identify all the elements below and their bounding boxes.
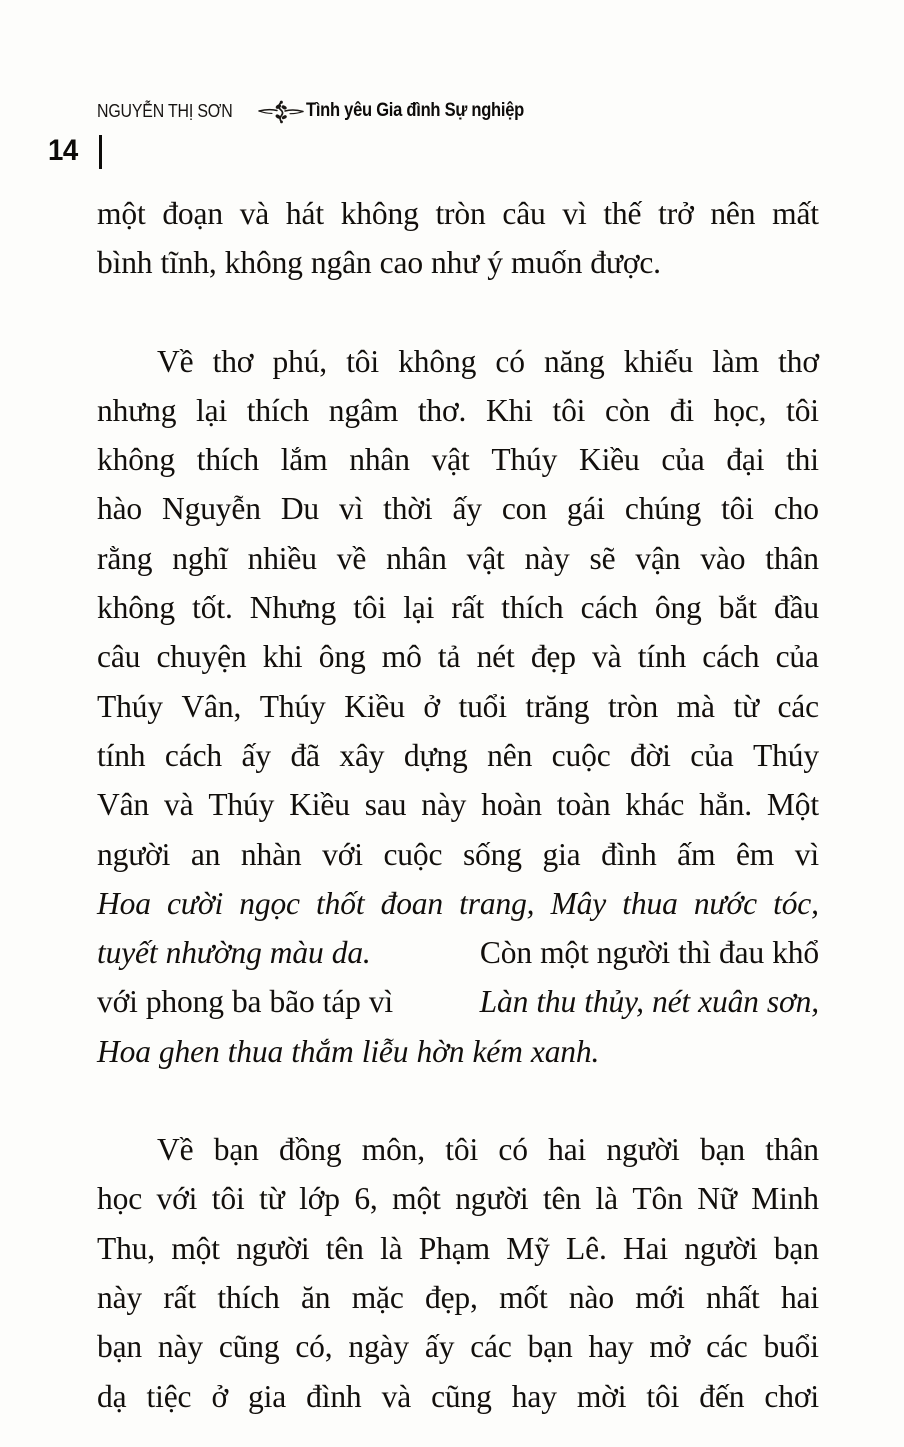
word: học (97, 1181, 143, 1217)
word: đồng (279, 1132, 342, 1168)
word: cũng (218, 1329, 280, 1365)
word: của (775, 639, 819, 675)
word: cách (702, 639, 760, 675)
word: và (239, 196, 270, 231)
word: chúng (624, 491, 702, 527)
word: Nữ (697, 1181, 737, 1217)
word: bạn (699, 1132, 745, 1168)
word: Tôn (632, 1181, 683, 1217)
word: các (706, 1329, 748, 1365)
text-line-indented (97, 337, 819, 386)
word: một (171, 1230, 220, 1266)
word: Về (157, 1132, 194, 1168)
word: tôi (552, 392, 586, 428)
word: phú, (272, 343, 328, 379)
word: khiếu (623, 343, 694, 379)
word: hay (511, 1378, 557, 1414)
word: là (595, 1181, 618, 1217)
word: Thu, (97, 1230, 156, 1266)
word: tôi (721, 491, 754, 527)
word: Một (766, 787, 819, 823)
word: Thúy (753, 737, 819, 773)
word: thân (765, 540, 819, 576)
text-line (97, 435, 819, 484)
word: sau (364, 787, 407, 823)
body-text-block (97, 189, 819, 1421)
word: hát (285, 196, 324, 231)
text-line (97, 1273, 819, 1322)
word: Mỹ (506, 1230, 550, 1266)
word: cách (580, 590, 638, 626)
word: ấy (241, 737, 271, 773)
text-line: bình tĩnh, không ngân cao như ý muốn được. (97, 245, 661, 281)
word: đầu (773, 590, 819, 626)
word: nhân (349, 442, 410, 478)
word: xây (339, 737, 385, 773)
running-head (97, 98, 556, 124)
word: nét (476, 639, 515, 675)
word: có (495, 343, 525, 379)
word: tên (325, 1230, 364, 1266)
word: hào (97, 491, 143, 527)
word: mất (772, 196, 819, 231)
word: đoạn (162, 196, 223, 231)
word: bắt (718, 590, 757, 626)
word: Hai (622, 1230, 668, 1266)
word: về (336, 540, 367, 576)
page-number: 14 (48, 134, 78, 167)
word: buổi (763, 1329, 819, 1365)
word: ngày (348, 1329, 409, 1365)
word: vật (431, 442, 470, 478)
word: câu (502, 196, 546, 231)
word: từ (259, 1181, 285, 1217)
line-text-quote-part: tuyết nhường màu da. (97, 935, 371, 971)
word: đình (601, 836, 657, 872)
word: mới (635, 1279, 685, 1315)
word: mặc (351, 1279, 404, 1315)
word: gia (542, 836, 581, 872)
text-line-quote: Hoa ghen thua thắm liễu hờn kém xanh. (97, 1033, 600, 1069)
word: thích (196, 442, 259, 478)
text-line (97, 534, 819, 583)
word: tính (637, 639, 687, 675)
word: vận (635, 540, 681, 576)
word: không (340, 196, 419, 231)
word: nhưng (97, 392, 177, 428)
word: lớp (299, 1181, 340, 1217)
word: mà (676, 688, 715, 724)
word: cuộc (551, 737, 611, 773)
word: sẽ (589, 540, 616, 576)
word: làm (712, 343, 759, 379)
page-folio (48, 130, 102, 172)
paragraph-2 (97, 337, 819, 1076)
word: lắm (280, 442, 328, 478)
word: 6, (354, 1181, 378, 1217)
word: tả (437, 639, 461, 675)
word: năng (543, 343, 605, 379)
word: tôi (646, 1378, 680, 1414)
word: Kiều (344, 688, 405, 724)
word: tôi (211, 1181, 245, 1217)
word: từ (733, 688, 759, 724)
word: dạ (97, 1378, 127, 1414)
text-line (97, 189, 819, 238)
word: tôi (346, 343, 380, 379)
word: nên (710, 196, 756, 231)
word: Nguyễn (162, 491, 261, 527)
word: Kiều (578, 442, 640, 478)
word: ông (654, 590, 702, 626)
word: tôi (445, 1132, 479, 1168)
word: cách (164, 737, 222, 773)
word: chơi (764, 1378, 819, 1414)
paragraph-3 (97, 1125, 819, 1421)
word: của (661, 442, 705, 478)
word: cho (773, 491, 819, 527)
word: hẳn. (699, 787, 752, 823)
running-head-author: NGUYỄN THỊ SƠN (97, 100, 233, 121)
word: Về (157, 343, 194, 379)
word: còn (605, 392, 651, 428)
text-line (97, 977, 819, 1026)
word: rất (163, 1279, 197, 1315)
word: tôi (786, 392, 819, 428)
word: Khi (485, 392, 533, 428)
word: thốt (316, 885, 365, 921)
word: một (392, 1181, 441, 1217)
word: thích (501, 590, 564, 626)
word: nào (568, 1279, 614, 1315)
text-line (97, 682, 819, 731)
word: đi (669, 392, 694, 428)
word: người (684, 1230, 758, 1266)
word: không (97, 590, 176, 626)
word: ăn (300, 1279, 331, 1315)
word: người (97, 836, 171, 872)
word: người (455, 1181, 529, 1217)
word: có (498, 1132, 528, 1168)
line-text-part: với phong ba bão táp vì (97, 984, 402, 1020)
word: vì (794, 836, 819, 872)
word: Mây (550, 885, 607, 921)
word: tôi (353, 590, 387, 626)
word: đến (699, 1378, 745, 1414)
paragraph-1 (97, 189, 819, 288)
word: cũng (431, 1378, 492, 1414)
word: ở (423, 688, 440, 724)
word: Vân, (181, 688, 242, 724)
word: mời (576, 1378, 627, 1414)
word: tóc, (773, 885, 819, 921)
word: tốt. (192, 590, 233, 626)
word: mốt (499, 1279, 548, 1315)
text-line (97, 928, 819, 977)
word: Thúy (259, 688, 326, 724)
word: an (190, 836, 221, 872)
word: lại (403, 590, 435, 626)
text-line (97, 1372, 819, 1421)
word: Lê. (566, 1230, 607, 1266)
line-text-quote-part: Làn thu thủy, nét xuân sơn, (479, 984, 819, 1020)
text-line-quote (97, 879, 819, 928)
word: vì (562, 196, 587, 231)
word: đại (726, 442, 765, 478)
word: lại (196, 392, 228, 428)
word: vào (700, 540, 746, 576)
running-head-title: Tình yêu Gia đình Sự nghiệp (305, 100, 524, 121)
word: câu (97, 639, 141, 675)
word: gia (248, 1378, 287, 1414)
word: khác (625, 787, 685, 823)
text-line (97, 484, 819, 533)
word: hoàn (481, 787, 542, 823)
text-line (97, 731, 819, 780)
word: đã (290, 737, 320, 773)
word: vật (466, 540, 505, 576)
word: vì (338, 491, 364, 527)
word: chuyện (156, 639, 247, 675)
word: ấy (424, 1329, 455, 1365)
word: dựng (403, 737, 468, 773)
word: nghĩ (172, 540, 228, 576)
word: khi (262, 639, 303, 675)
word: tên (542, 1181, 581, 1217)
word: tiệc (146, 1378, 192, 1414)
word: của (690, 737, 734, 773)
word: Minh (751, 1181, 819, 1217)
word: và (592, 639, 622, 675)
word: bạn (527, 1329, 573, 1365)
word: một (97, 196, 146, 231)
word: nhiều (247, 540, 317, 576)
word: với (322, 836, 363, 872)
text-line (97, 632, 819, 681)
word: ngọc (239, 885, 300, 921)
word: thân (765, 1132, 819, 1168)
word: môn, (361, 1132, 425, 1168)
word: trăng (525, 688, 590, 724)
line-text-part: Còn một người thì đau khổ (471, 935, 819, 971)
word: đời (630, 737, 671, 773)
word: nên (487, 737, 533, 773)
text-line (97, 386, 819, 435)
word: tính (97, 737, 146, 773)
word: các (777, 688, 819, 724)
word: rất (451, 590, 485, 626)
word: Vân (97, 787, 150, 823)
word: ấm (677, 836, 716, 872)
word: Du (280, 491, 320, 527)
word: này (421, 787, 467, 823)
word: bạn (213, 1132, 259, 1168)
word: gái (566, 491, 605, 527)
text-line (97, 1224, 819, 1273)
word: thích (246, 392, 310, 428)
word: đoan (380, 885, 444, 921)
text-line (97, 583, 819, 632)
word: bạn (773, 1230, 819, 1266)
text-line-indented (97, 1125, 819, 1174)
word: Kiều (289, 787, 350, 823)
word: thích (217, 1279, 280, 1315)
word: êm (735, 836, 775, 872)
word: học, (713, 392, 767, 428)
word: rằng (97, 540, 153, 576)
word: và (163, 787, 194, 823)
word: người (606, 1132, 680, 1168)
word: này (97, 1279, 143, 1315)
word: là (380, 1230, 403, 1266)
floral-flourish-ornament (258, 100, 304, 124)
word: hay (588, 1329, 634, 1365)
word: nước (693, 885, 757, 921)
word: trở (658, 196, 694, 231)
word: ông (318, 639, 366, 675)
word: Nhưng (249, 590, 337, 626)
text-line (97, 1174, 819, 1223)
word: nhất (706, 1279, 760, 1315)
word: này (157, 1329, 203, 1365)
word: Thúy (491, 442, 558, 478)
text-line (97, 830, 819, 879)
word: mở (649, 1329, 691, 1365)
word: có, (295, 1329, 333, 1365)
word: không (398, 343, 477, 379)
word: không (97, 442, 176, 478)
word: cười (166, 885, 224, 921)
word: thơ. (417, 392, 467, 428)
word: con (501, 491, 547, 527)
word: thi (786, 442, 819, 478)
word: người (236, 1230, 310, 1266)
word: Phạm (418, 1230, 490, 1266)
word: ấy (452, 491, 482, 527)
word: ở (211, 1378, 228, 1414)
word: đình (306, 1378, 362, 1414)
word: và (381, 1378, 412, 1414)
word: hai (548, 1132, 587, 1168)
word: trang, (459, 885, 535, 921)
word: tuổi (458, 688, 507, 724)
word: đẹp, (425, 1279, 478, 1315)
word: thua (622, 885, 678, 921)
word: thơ (212, 343, 254, 379)
word: tròn (435, 196, 486, 231)
word: đẹp (530, 639, 576, 675)
word: với (156, 1181, 198, 1217)
word: bạn (97, 1329, 143, 1365)
word: thế (603, 196, 642, 231)
word: Hoa (97, 885, 151, 921)
word: cuộc (383, 836, 443, 872)
word: nhàn (240, 836, 302, 872)
text-line (97, 1322, 819, 1371)
word: hai (780, 1279, 819, 1315)
word: mô (381, 639, 422, 675)
word: thời (383, 491, 433, 527)
word: Thúy (208, 787, 275, 823)
word: thơ (778, 343, 819, 379)
word: toàn (556, 787, 611, 823)
text-line (97, 780, 819, 829)
word: sống (462, 836, 522, 872)
folio-rule-divider (99, 135, 102, 169)
word: nhân (386, 540, 447, 576)
word: tròn (607, 688, 659, 724)
word: Thúy (97, 688, 163, 724)
word: các (470, 1329, 512, 1365)
word: ngâm (328, 392, 399, 428)
word: này (524, 540, 570, 576)
